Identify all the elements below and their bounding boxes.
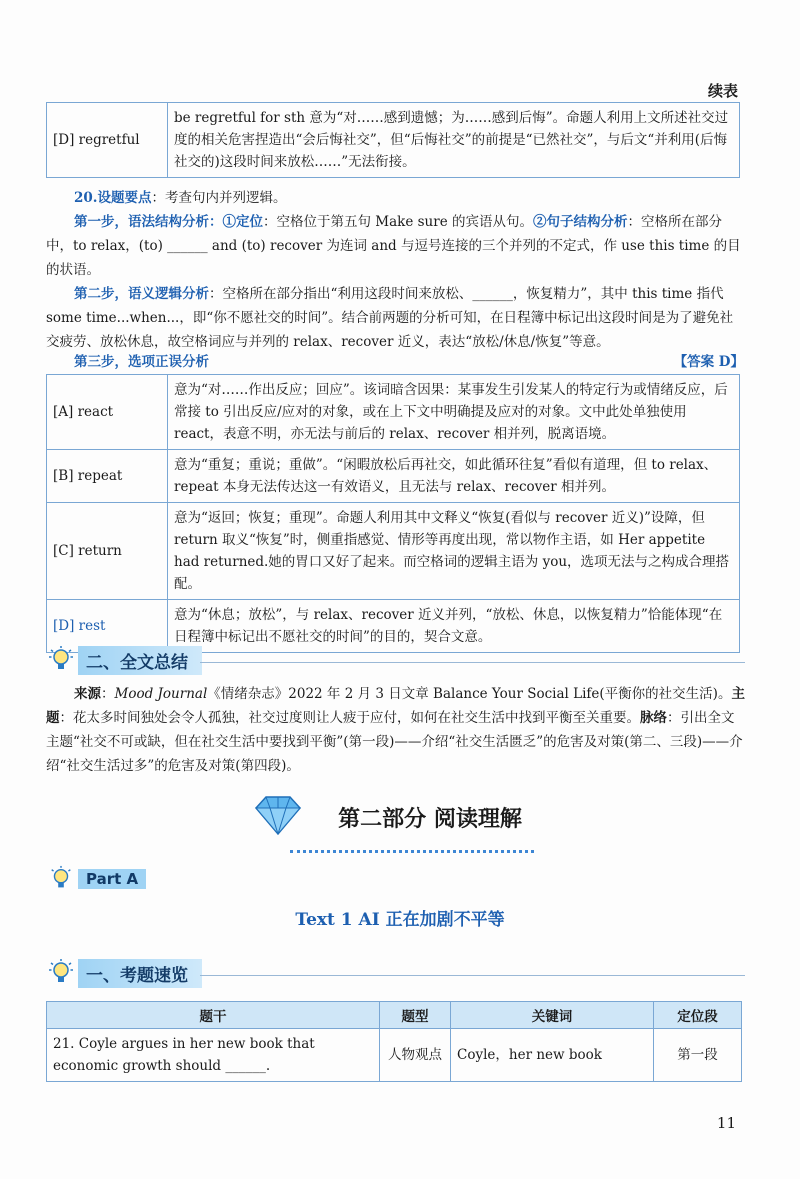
summary-paragraph <box>46 682 746 778</box>
table-row <box>47 1029 742 1082</box>
answer-badge: 【答案 D】 <box>673 354 744 370</box>
section-title: 二、全文总结 <box>78 646 202 675</box>
page-number: 11 <box>716 1114 736 1132</box>
locating-paragraph: 第一段 <box>654 1029 742 1082</box>
topic-label: 主题 <box>46 686 745 726</box>
context-text: ：引出全文主题“社交不可或缺，但在社交生活中要找到平衡”(第一段)——介绍“社交生活匮乏”的危害及对策(第二、三段)——介绍“社交生活过多”的危害及对策(第四段)。 <box>46 710 743 774</box>
source-journal: Mood Journal <box>114 686 208 702</box>
option-label: [C] return <box>47 503 168 600</box>
option-label: [B] repeat <box>47 450 168 503</box>
option-explanation: 意为“返回；恢复；重现”。命题人利用其中文释义“恢复(看似与 recover 近义)”设障，但 return 取义“恢复”时，侧重指感觉、情形等再度出现，常以物作主语，如 Her appetite had returned.她的胃口又好了起来。而空格词的逻辑主语为 you，选项无法与之构成合理搭配。 <box>168 503 740 600</box>
column-header: 题干 <box>47 1002 380 1029</box>
source-sep: ： <box>101 686 115 702</box>
table-header-row <box>47 1002 742 1029</box>
heading-label: 设题要点 <box>97 190 152 206</box>
section-divider <box>200 662 745 663</box>
options-table <box>46 374 740 653</box>
lightbulb-icon <box>48 645 74 675</box>
step2-text: ：空格所在部分指出“利用这段时间来放松、______，恢复精力”，其中 this time 指代 some time...when...，即“你不愿社交的时间”。结合前两题的分析可知，在日程簿中标记出这段时间是为了避免社交疲劳、放松休息，故空格词应与并列的 relax、recover 近义，表达“放松/休息/恢复”等意。 <box>46 286 734 350</box>
continued-table <box>46 102 740 178</box>
source-label: 来源 <box>74 686 101 702</box>
question-stem: 21. Coyle argues in her new book that economic growth should ______. <box>47 1029 380 1082</box>
option-label: [D] regretful <box>47 103 168 178</box>
overview-table <box>46 1001 742 1082</box>
context-label: 脉络 <box>640 710 667 726</box>
question-keywords: Coyle，her new book <box>451 1029 654 1082</box>
step1-point1-text: ：空格位于第五句 Make sure 的宾语从句。 <box>263 214 533 230</box>
option-explanation: 意为“重复；重说；重做”。“闲暇放松后再社交，如此循环往复”看似有道理，但 to relax、repeat 本身无法传达这一有效语义，且无法与 relax、recover 相并列。 <box>168 450 740 503</box>
option-explanation: be regretful for sth 意为“对……感到遗憾；为……感到后悔”。命题人利用上文所述社交过度的相关危害捏造出“会后悔社交”，但“后悔社交”的前提是“已然社交”，与后文“并利用(后悔社交的)这段时间来放松……”无法衔接。 <box>168 103 740 178</box>
section-title: 一、考题速览 <box>78 959 202 988</box>
question-number: 20. <box>74 190 98 206</box>
part-title: 第二部分 阅读理解 <box>338 807 522 832</box>
step3-heading <box>46 350 746 374</box>
option-explanation: 意为“对……作出反应；回应”。该词暗含因果：某事发生引发某人的特定行为或情绪反应，后常接 to 引出反应/应对的对象，或在上下文中明确提及应对的对象。文中此处单独使用 react，表意不明，亦无法与前后的 relax、recover 相并列，脱离语境。 <box>168 375 740 450</box>
lightbulb-icon <box>48 865 74 893</box>
table-row <box>47 103 740 178</box>
source-text: 《情绪杂志》2022 年 2 月 3 日文章 Balance Your Social Life(平衡你的社交生活)。 <box>207 686 732 702</box>
column-header: 定位段 <box>654 1002 742 1029</box>
overview-section-header <box>48 958 202 988</box>
part-title-underline <box>290 850 534 853</box>
step2-paragraph <box>46 282 746 354</box>
option-label-correct: [D] rest <box>47 600 168 653</box>
option-explanation: 意为“休息；放松”，与 relax、recover 近义并列，“放松、休息，以恢复精力”恰能体现“在日程簿中标记出不愿社交的时间”的目的，契合文意。 <box>168 600 740 653</box>
heading-text: ：考查句内并列逻辑。 <box>151 190 287 206</box>
step1-paragraph <box>46 210 746 282</box>
column-header: 关键词 <box>451 1002 654 1029</box>
section-divider <box>200 975 745 976</box>
text-title: Text 1 AI 正在加剧不平等 <box>295 910 505 930</box>
lightbulb-icon <box>48 958 74 988</box>
q20-heading <box>46 186 746 210</box>
table-row <box>47 375 740 450</box>
option-label: [A] react <box>47 375 168 450</box>
part-a-label: Part A <box>78 869 146 889</box>
column-header: 题型 <box>380 1002 451 1029</box>
topic-text: ：花太多时间独处会令人孤独，社交过度则让人疲于应付，如何在社交生活中找到平衡至关重要。 <box>59 710 640 726</box>
step3-title: 第三步，选项正误分析 <box>74 354 209 370</box>
step1-title: 第一步，语法结构分析： <box>74 214 223 230</box>
part-a-header <box>48 865 146 893</box>
question-type: 人物观点 <box>380 1029 451 1082</box>
summary-section-header <box>48 645 202 675</box>
step1-point2-label: ②句子结构分析 <box>532 214 628 230</box>
table-row <box>47 503 740 600</box>
table-row <box>47 450 740 503</box>
step1-point2-text: ：空格所在部分中，to relax，(to) ______ and (to) recover 为连词 and 与逗号连接的三个并列的不定式，作 use this time 的目的状语。 <box>46 214 741 278</box>
step1-point1-label: ①定位 <box>222 214 263 230</box>
continued-label: 续表 <box>707 82 738 100</box>
step2-title: 第二步，语义逻辑分析 <box>74 286 209 302</box>
